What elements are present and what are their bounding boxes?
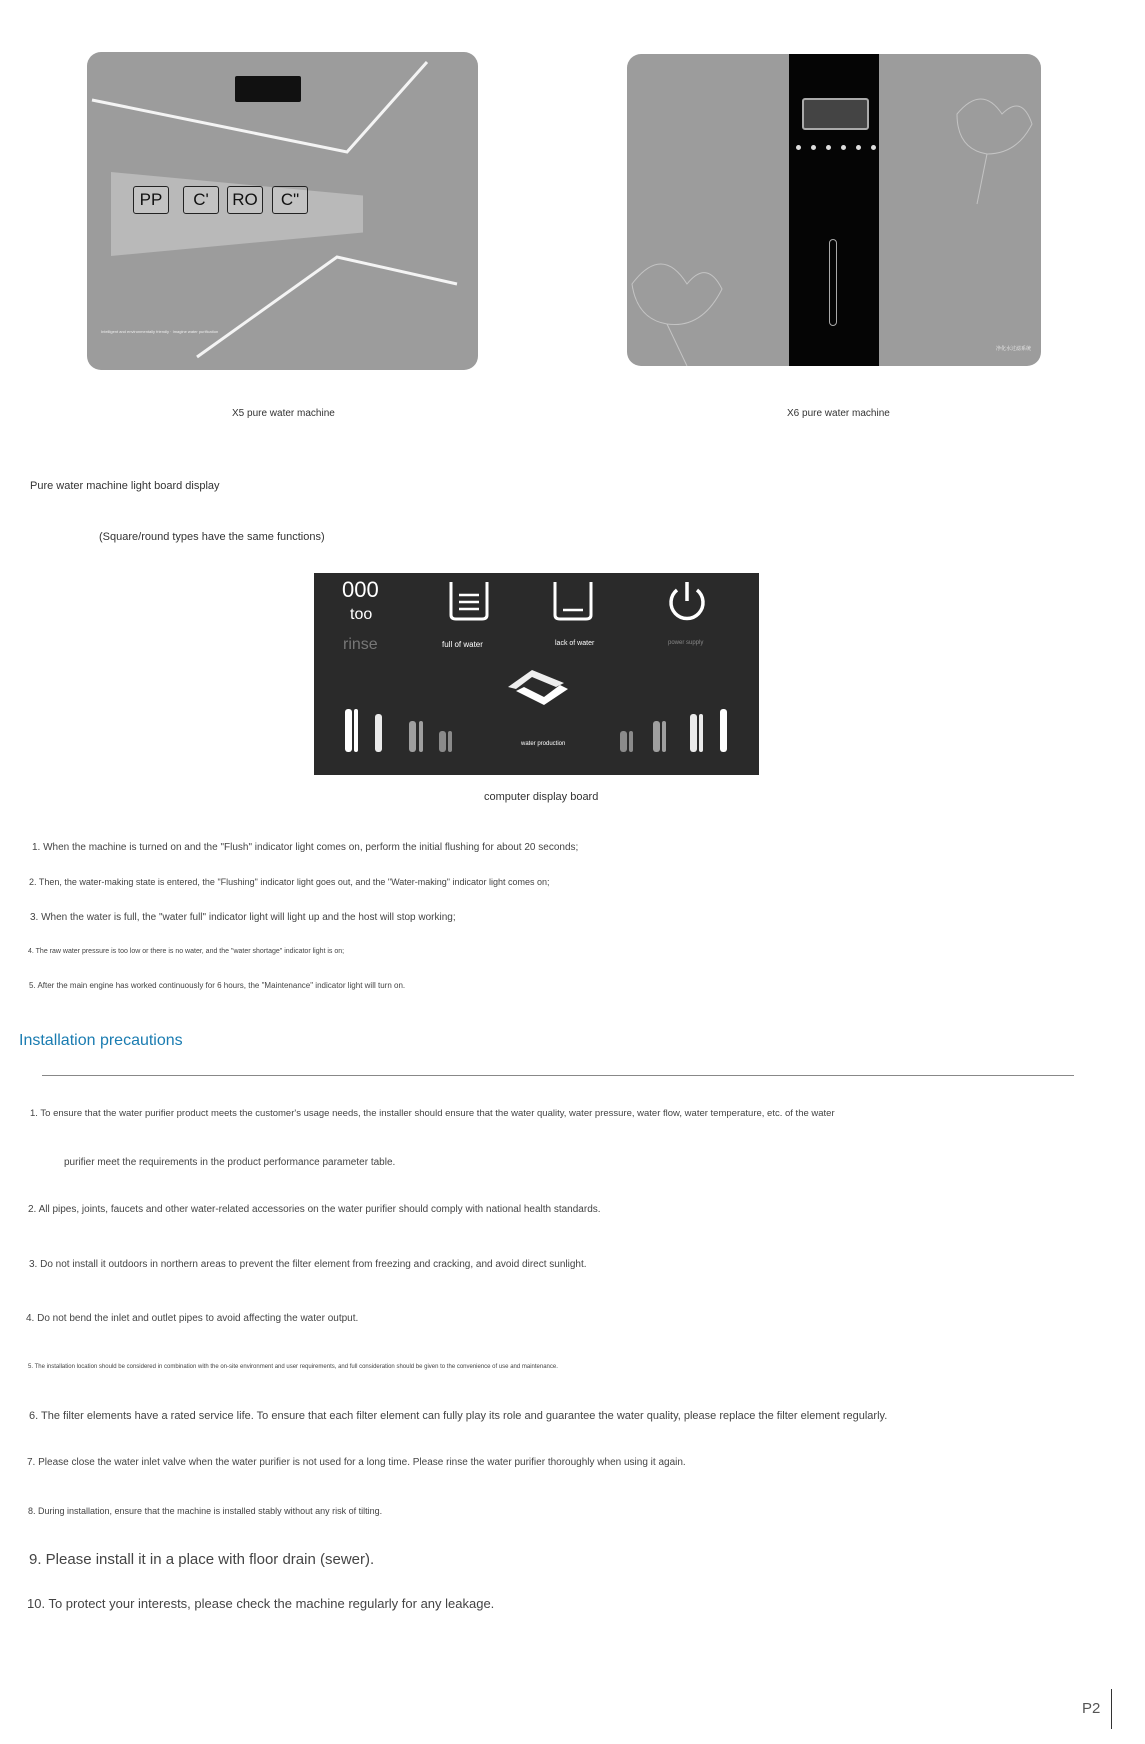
full-water-icon	[448, 579, 490, 621]
level-bar	[629, 731, 633, 752]
x5-machine-image	[87, 52, 478, 370]
x5-caption: X5 pure water machine	[232, 408, 335, 419]
indicator-note: 1. When the machine is turned on and the "Flush" indicator light comes on, perform the initial flushing for about 20 seconds;	[32, 842, 579, 853]
section-divider	[42, 1075, 1074, 1076]
level-bar	[354, 709, 358, 752]
board-full-label: full of water	[442, 640, 483, 649]
level-bar	[439, 731, 446, 752]
precaution-item: 8. During installation, ensure that the machine is installed stably without any risk of tilting.	[28, 1506, 383, 1516]
precaution-item: purifier meet the requirements in the product performance parameter table.	[64, 1157, 396, 1168]
precaution-item: 3. Do not install it outdoors in northern areas to prevent the filter element from freezing and cracking, and avoid direct sunlight.	[29, 1259, 587, 1270]
board-counter: 000	[342, 577, 379, 602]
precaution-item: 7. Please close the water inlet valve when the water purifier is not used for a long time. Please rinse the water purifier thoroughly when using it again.	[27, 1457, 686, 1468]
installation-precautions-title: Installation precautions	[19, 1032, 183, 1049]
level-bar	[620, 731, 627, 752]
level-bar	[345, 709, 352, 752]
page-number: P2	[1082, 1700, 1101, 1717]
x6-control-strip	[789, 54, 879, 366]
page-number-rule	[1111, 1689, 1112, 1729]
computer-display-board	[314, 573, 759, 775]
level-bar	[662, 721, 666, 752]
filter-label-ro: RO	[227, 186, 263, 214]
level-bar	[720, 709, 727, 752]
board-rinse-label: rinse	[343, 636, 378, 653]
precaution-item: 5. The installation location should be considered in combination with the on-site environment and user requirements, and full consideration should be given to the convenience of use and maintenance.	[28, 1364, 558, 1370]
indicator-note: 4. The raw water pressure is too low or there is no water, and the "water shortage" indicator light is on;	[28, 948, 345, 955]
x6-indicator-dots	[796, 145, 876, 150]
indicator-note: 3. When the water is full, the "water full" indicator light will light up and the host will stop working;	[30, 912, 456, 923]
precaution-item: 10. To protect your interests, please check the machine regularly for any leakage.	[27, 1596, 495, 1611]
light-board-title: Pure water machine light board display	[30, 480, 220, 492]
x6-machine-image	[627, 54, 1041, 366]
level-bar	[419, 721, 423, 752]
indicator-note: 2. Then, the water-making state is entered, the "Flushing" indicator light goes out, and the "Water-making" indicator light comes on;	[29, 877, 550, 887]
precaution-item: 1. To ensure that the water purifier product meets the customer's usage needs, the installer should ensure that the water quality, water pressure, water flow, water temperature, etc. of the water	[30, 1108, 835, 1119]
x6-panel-note: 净化水过滤系统	[995, 346, 1031, 352]
level-bar	[699, 714, 703, 752]
level-bar	[375, 714, 382, 752]
indicator-note: 5. After the main engine has worked continuously for 6 hours, the "Maintenance" indicator light will turn on.	[29, 981, 406, 990]
precaution-item: 6. The filter elements have a rated service life. To ensure that each filter element can fully play its role and guarantee the water quality, please replace the filter element regularly.	[29, 1410, 888, 1422]
filter-label-c2: C"	[272, 186, 308, 214]
precaution-item: 4. Do not bend the inlet and outlet pipes to avoid affecting the water output.	[26, 1313, 359, 1324]
light-board-subtitle: (Square/round types have the same functions)	[99, 531, 325, 543]
board-lack-label: lack of water	[555, 640, 595, 647]
board-too-label: too	[350, 606, 373, 623]
display-board-caption: computer display board	[484, 791, 599, 803]
x6-caption: X6 pure water machine	[787, 408, 890, 419]
filter-label-pp: PP	[133, 186, 169, 214]
brand-logo-icon	[502, 665, 574, 709]
power-icon	[666, 579, 708, 623]
precaution-item: 2. All pipes, joints, faucets and other water-related accessories on the water purifier should comply with national health standards.	[28, 1204, 601, 1215]
precaution-item: 9. Please install it in a place with floor drain (sewer).	[29, 1551, 375, 1568]
x6-screen	[802, 98, 869, 130]
level-bar	[448, 731, 452, 752]
board-power-label: power supply	[668, 640, 704, 646]
x5-panel-note: Intelligent and environmentally friendly · Imagine water purification	[101, 329, 219, 334]
x6-level-bar	[829, 239, 837, 326]
level-bar	[653, 721, 660, 752]
filter-label-c1: C'	[183, 186, 219, 214]
board-production-label: water production	[521, 741, 566, 747]
level-bar	[690, 714, 697, 752]
lack-water-icon	[552, 579, 594, 621]
level-bar	[409, 721, 416, 752]
